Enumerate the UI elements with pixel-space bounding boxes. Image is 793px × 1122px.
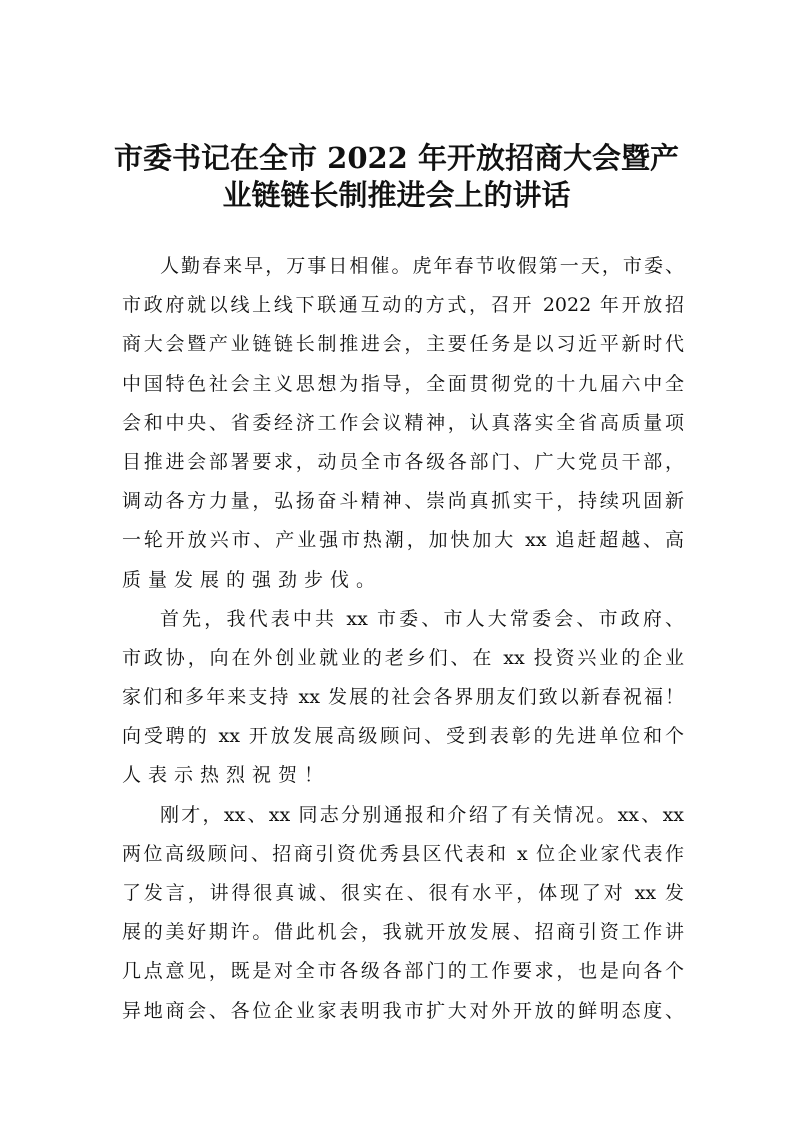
paragraph-line: 一轮开放兴市、产业强市热潮，加快加大 xx 追赶超越、高 <box>122 529 684 552</box>
paragraph-line: 人勤春来早，万事日相催。虎年春节收假第一天，市委、 <box>160 255 684 277</box>
paragraph-line: 刚才，xx、xx 同志分别通报和介绍了有关情况。xx、xx <box>160 803 684 826</box>
paragraph-line: 中国特色社会主义思想为指导，全面贯彻党的十九届六中全 <box>122 372 684 395</box>
paragraph-line: 家们和多年来支持 xx 发展的社会各界朋友们致以新春祝福！ <box>122 686 684 709</box>
paragraph-line: 质量发展的强劲步伐。 <box>122 568 383 591</box>
paragraph-line: 市政府就以线上线下联通互动的方式，召开 2022 年开放招 <box>122 294 684 317</box>
paragraph-line: 异地商会、各位企业家表明我市扩大对外开放的鲜明态度、 <box>122 999 684 1022</box>
paragraph-line: 首先，我代表中共 xx 市委、市人大常委会、市政府、 <box>160 607 684 630</box>
title-line: 市委书记在全市 2022 年开放招商大会暨产 <box>114 141 679 175</box>
paragraph-line: 两位高级顾问、招商引资优秀县区代表和 x 位企业家代表作 <box>122 842 684 865</box>
paragraph <box>122 247 684 600</box>
paragraph <box>122 600 684 796</box>
paragraph-line: 商大会暨产业链链长制推进会，主要任务是以习近平新时代 <box>122 333 684 356</box>
paragraph-line: 展的美好期许。借此机会，我就开放发展、招商引资工作讲 <box>122 921 684 944</box>
paragraph-line: 人表示热烈祝贺！ <box>122 764 331 787</box>
paragraph-line: 几点意见，既是对全市各级各部门的工作要求，也是向各个 <box>122 960 684 983</box>
paragraph-line: 向受聘的 xx 开放发展高级顾问、受到表彰的先进单位和个 <box>122 725 684 748</box>
paragraph-line: 市政协，向在外创业就业的老乡们、在 xx 投资兴业的企业 <box>122 646 684 669</box>
document-title <box>0 140 793 214</box>
paragraph-line: 目推进会部署要求，动员全市各级各部门、广大党员干部， <box>122 450 684 473</box>
paragraph-line: 了发言，讲得很真诚、很实在、很有水平，体现了对 xx 发 <box>122 882 684 904</box>
paragraph-line: 会和中央、省委经济工作会议精神，认真落实全省高质量项 <box>122 411 684 434</box>
paragraph-line: 调动各方力量，弘扬奋斗精神、崇尚真抓实干，持续巩固新 <box>122 490 684 513</box>
paragraph <box>122 796 684 1031</box>
title-line: 业链链长制推进会上的讲话 <box>222 178 571 212</box>
document-body <box>122 247 684 1031</box>
